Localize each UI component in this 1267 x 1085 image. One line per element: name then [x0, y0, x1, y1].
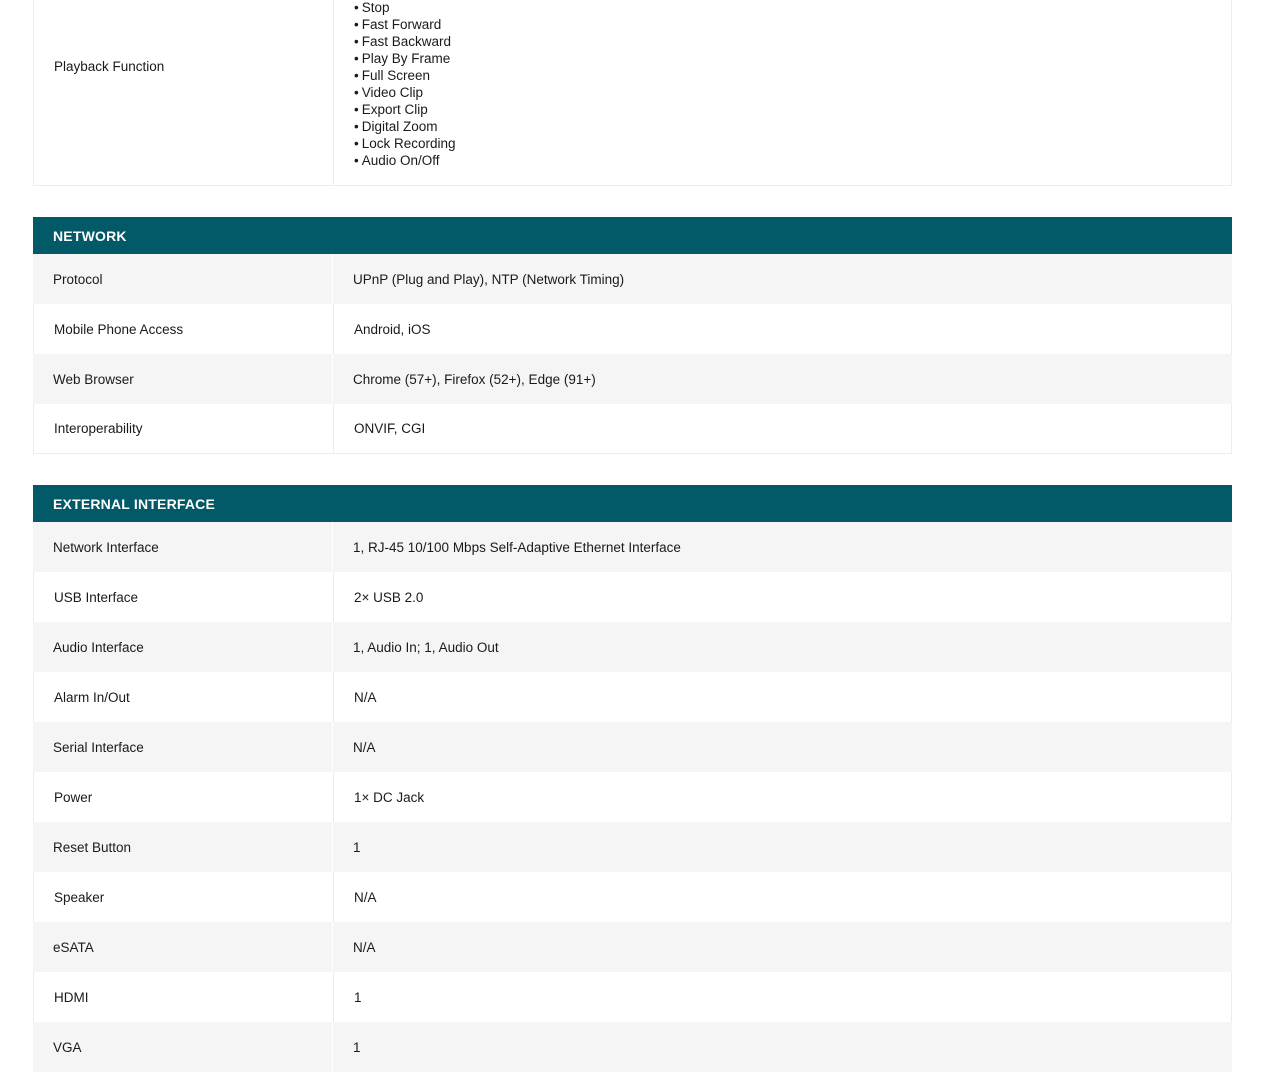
- spec-value: 2× USB 2.0: [354, 589, 424, 605]
- spec-label: Alarm In/Out: [34, 672, 334, 722]
- list-item: • Play By Frame: [354, 50, 456, 67]
- list-item: • Fast Forward: [354, 16, 456, 33]
- table-row: [33, 722, 1232, 772]
- spec-value: ONVIF, CGI: [354, 421, 426, 436]
- spec-label: USB Interface: [34, 572, 334, 622]
- spec-label: Playback Function: [34, 0, 334, 185]
- table-row: [33, 1022, 1232, 1072]
- spec-label: Protocol: [33, 254, 333, 304]
- table-row: [33, 404, 1232, 454]
- spec-value: 1, RJ-45 10/100 Mbps Self-Adaptive Ethernet Interface: [353, 539, 681, 555]
- list-item: • Fast Backward: [354, 33, 456, 50]
- spec-value: [334, 0, 1231, 185]
- spec-value: Chrome (57+), Firefox (52+), Edge (91+): [353, 371, 596, 387]
- spec-value: 1: [353, 839, 361, 855]
- spec-value: UPnP (Plug and Play), NTP (Network Timing): [353, 271, 625, 287]
- list-item: • Lock Recording: [354, 135, 456, 152]
- list-item: • Export Clip: [354, 101, 456, 118]
- table-row: [33, 522, 1232, 572]
- table-row: [33, 672, 1232, 722]
- spec-label: Speaker: [34, 872, 334, 922]
- spec-label: eSATA: [33, 922, 333, 972]
- list-item: • Digital Zoom: [354, 118, 456, 135]
- spec-label: Reset Button: [33, 822, 333, 872]
- section-external-interface: [33, 485, 1232, 1072]
- table-row: [33, 772, 1232, 822]
- list-item: • Stop: [354, 0, 456, 16]
- table-row: [33, 922, 1232, 972]
- spec-row-playback-function: [33, 0, 1232, 186]
- spec-value: N/A: [353, 939, 376, 955]
- spec-label: Serial Interface: [33, 722, 333, 772]
- spec-value: N/A: [354, 689, 377, 705]
- section-header-network: NETWORK: [33, 217, 1232, 254]
- table-row: [33, 572, 1232, 622]
- spec-label: Interoperability: [34, 404, 334, 453]
- table-row: [33, 304, 1232, 354]
- section-header-external-interface: EXTERNAL INTERFACE: [33, 485, 1232, 522]
- table-row: [33, 872, 1232, 922]
- spec-value: 1: [354, 989, 362, 1005]
- spec-value: 1, Audio In; 1, Audio Out: [353, 639, 499, 655]
- spec-label: Web Browser: [33, 354, 333, 404]
- spec-value: N/A: [354, 889, 377, 905]
- section-network: [33, 217, 1232, 454]
- playback-feature-list: [354, 0, 456, 169]
- spec-label: Mobile Phone Access: [34, 304, 334, 354]
- spec-label: Audio Interface: [33, 622, 333, 672]
- list-item: • Full Screen: [354, 67, 456, 84]
- table-row: [33, 254, 1232, 304]
- spec-value: Android, iOS: [354, 321, 431, 337]
- table-row: [33, 354, 1232, 404]
- spec-value: 1× DC Jack: [354, 789, 425, 805]
- table-row: [33, 822, 1232, 872]
- list-item: • Audio On/Off: [354, 152, 456, 169]
- table-row: [33, 622, 1232, 672]
- spec-label: Network Interface: [33, 522, 333, 572]
- spec-table: [33, 0, 1232, 1055]
- spec-value: N/A: [353, 739, 376, 755]
- table-row: [33, 972, 1232, 1022]
- list-item: • Video Clip: [354, 84, 456, 101]
- spec-label: HDMI: [34, 972, 334, 1022]
- spec-value: 1: [353, 1039, 361, 1055]
- spec-label: Power: [34, 772, 334, 822]
- spec-label: VGA: [33, 1022, 333, 1072]
